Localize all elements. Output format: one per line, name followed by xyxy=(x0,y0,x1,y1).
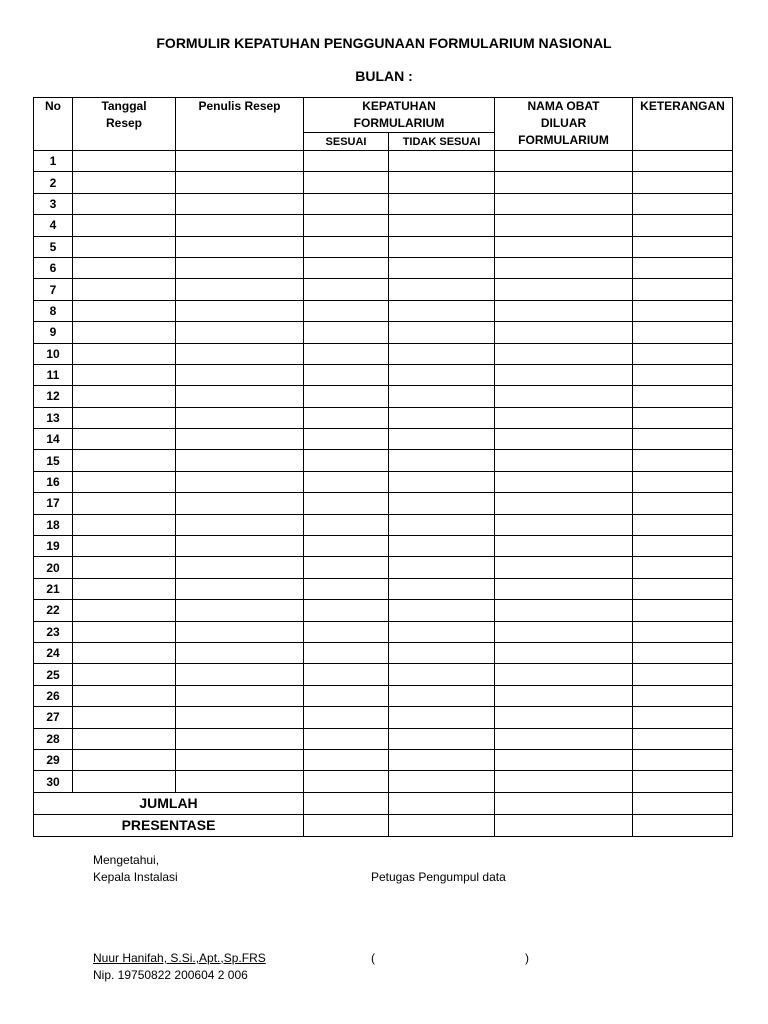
penulis-resep-cell[interactable] xyxy=(176,642,304,663)
tanggal-resep-cell[interactable] xyxy=(73,322,176,343)
presentase-keterangan-cell[interactable] xyxy=(633,814,733,836)
nama-obat-cell[interactable] xyxy=(495,749,633,770)
penulis-resep-cell[interactable] xyxy=(176,685,304,706)
keterangan-cell[interactable] xyxy=(633,193,733,214)
nama-obat-cell[interactable] xyxy=(495,642,633,663)
nama-obat-cell[interactable] xyxy=(495,728,633,749)
nama-obat-cell[interactable] xyxy=(495,193,633,214)
row-number: 10 xyxy=(34,343,73,364)
tidak-sesuai-cell[interactable] xyxy=(389,151,495,172)
tidak-sesuai-cell[interactable] xyxy=(389,664,495,685)
sesuai-cell[interactable] xyxy=(304,343,389,364)
header-no: No xyxy=(34,98,73,151)
tanggal-resep-cell[interactable] xyxy=(73,771,176,792)
row-number: 20 xyxy=(34,557,73,578)
table-row xyxy=(34,343,733,364)
tidak-sesuai-cell[interactable] xyxy=(389,386,495,407)
penulis-resep-cell[interactable] xyxy=(176,749,304,770)
header-tanggal-resep: Tanggal Resep xyxy=(73,98,176,151)
sesuai-cell[interactable] xyxy=(304,749,389,770)
keterangan-cell[interactable] xyxy=(633,215,733,236)
keterangan-cell[interactable] xyxy=(633,685,733,706)
keterangan-cell[interactable] xyxy=(633,322,733,343)
nama-obat-cell[interactable] xyxy=(495,578,633,599)
nama-obat-cell[interactable] xyxy=(495,707,633,728)
sesuai-cell[interactable] xyxy=(304,407,389,428)
sesuai-cell[interactable] xyxy=(304,685,389,706)
table-row xyxy=(34,728,733,749)
row-number: 16 xyxy=(34,471,73,492)
sesuai-cell[interactable] xyxy=(304,514,389,535)
row-number: 24 xyxy=(34,642,73,663)
tanggal-resep-cell[interactable] xyxy=(73,236,176,257)
penulis-resep-cell[interactable] xyxy=(176,279,304,300)
penulis-resep-cell[interactable] xyxy=(176,236,304,257)
row-number: 18 xyxy=(34,514,73,535)
penulis-resep-cell[interactable] xyxy=(176,536,304,557)
row-number: 30 xyxy=(34,771,73,792)
header-sesuai: SESUAI xyxy=(304,133,389,151)
kepala-instalasi-text: Kepala Instalasi xyxy=(93,870,178,884)
nama-obat-cell[interactable] xyxy=(495,685,633,706)
sesuai-cell[interactable] xyxy=(304,236,389,257)
penulis-resep-cell[interactable] xyxy=(176,600,304,621)
row-number: 17 xyxy=(34,493,73,514)
nama-obat-cell[interactable] xyxy=(495,600,633,621)
row-number: 25 xyxy=(34,664,73,685)
tidak-sesuai-cell[interactable] xyxy=(389,471,495,492)
table-row xyxy=(34,749,733,770)
keterangan-cell[interactable] xyxy=(633,343,733,364)
row-number: 22 xyxy=(34,600,73,621)
tidak-sesuai-cell[interactable] xyxy=(389,536,495,557)
tanggal-resep-cell[interactable] xyxy=(73,514,176,535)
signatory-nip: Nip. 19750822 200604 2 006 xyxy=(93,968,248,982)
sesuai-cell[interactable] xyxy=(304,728,389,749)
sesuai-cell[interactable] xyxy=(304,257,389,278)
tanggal-resep-cell[interactable] xyxy=(73,279,176,300)
tidak-sesuai-cell[interactable] xyxy=(389,429,495,450)
signature-paren-open: ( xyxy=(371,951,375,965)
nama-obat-cell[interactable] xyxy=(495,215,633,236)
sesuai-cell[interactable] xyxy=(304,151,389,172)
sesuai-cell[interactable] xyxy=(304,300,389,321)
tidak-sesuai-cell[interactable] xyxy=(389,450,495,471)
tanggal-resep-cell[interactable] xyxy=(73,471,176,492)
header-penulis-resep: Penulis Resep xyxy=(176,98,304,151)
tidak-sesuai-cell[interactable] xyxy=(389,514,495,535)
sesuai-cell[interactable] xyxy=(304,450,389,471)
tanggal-resep-cell[interactable] xyxy=(73,536,176,557)
row-number: 15 xyxy=(34,450,73,471)
table-row xyxy=(34,621,733,642)
keterangan-cell[interactable] xyxy=(633,471,733,492)
header-tidak-sesuai: TIDAK SESUAI xyxy=(389,133,495,151)
signature-paren-close: ) xyxy=(525,951,529,965)
penulis-resep-cell[interactable] xyxy=(176,707,304,728)
tanggal-resep-cell[interactable] xyxy=(73,578,176,599)
penulis-resep-cell[interactable] xyxy=(176,493,304,514)
nama-obat-cell[interactable] xyxy=(495,386,633,407)
keterangan-cell[interactable] xyxy=(633,557,733,578)
penulis-resep-cell[interactable] xyxy=(176,386,304,407)
keterangan-cell[interactable] xyxy=(633,386,733,407)
tidak-sesuai-cell[interactable] xyxy=(389,300,495,321)
keterangan-cell[interactable] xyxy=(633,407,733,428)
table-row xyxy=(34,279,733,300)
table-row xyxy=(34,664,733,685)
tidak-sesuai-cell[interactable] xyxy=(389,642,495,663)
table-row xyxy=(34,236,733,257)
nama-obat-cell[interactable] xyxy=(495,151,633,172)
table-row xyxy=(34,407,733,428)
tidak-sesuai-cell[interactable] xyxy=(389,407,495,428)
nama-obat-cell[interactable] xyxy=(495,364,633,385)
sesuai-cell[interactable] xyxy=(304,193,389,214)
table-row xyxy=(34,429,733,450)
presentase-nama-obat-cell[interactable] xyxy=(495,814,633,836)
keterangan-cell[interactable] xyxy=(633,300,733,321)
sesuai-cell[interactable] xyxy=(304,621,389,642)
tanggal-resep-cell[interactable] xyxy=(73,621,176,642)
table-row xyxy=(34,364,733,385)
petugas-text: Petugas Pengumpul data xyxy=(371,870,506,884)
table-row xyxy=(34,471,733,492)
tanggal-resep-cell[interactable] xyxy=(73,707,176,728)
row-number: 27 xyxy=(34,707,73,728)
penulis-resep-cell[interactable] xyxy=(176,343,304,364)
compliance-table xyxy=(33,97,733,837)
table-row xyxy=(34,322,733,343)
table-row xyxy=(34,600,733,621)
tanggal-resep-cell[interactable] xyxy=(73,642,176,663)
tanggal-resep-cell[interactable] xyxy=(73,300,176,321)
penulis-resep-cell[interactable] xyxy=(176,215,304,236)
keterangan-cell[interactable] xyxy=(633,621,733,642)
form-title: FORMULIR KEPATUHAN PENGGUNAAN FORMULARIUM NASIONAL xyxy=(156,35,612,51)
nama-obat-cell[interactable] xyxy=(495,471,633,492)
penulis-resep-cell[interactable] xyxy=(176,514,304,535)
header-keterangan: KETERANGAN xyxy=(633,98,733,151)
penulis-resep-cell[interactable] xyxy=(176,322,304,343)
presentase-sesuai-cell[interactable] xyxy=(304,814,389,836)
nama-obat-cell[interactable] xyxy=(495,429,633,450)
table-row xyxy=(34,193,733,214)
tidak-sesuai-cell[interactable] xyxy=(389,771,495,792)
tanggal-resep-cell[interactable] xyxy=(73,407,176,428)
nama-obat-cell[interactable] xyxy=(495,300,633,321)
keterangan-cell[interactable] xyxy=(633,236,733,257)
row-number: 11 xyxy=(34,364,73,385)
nama-obat-cell[interactable] xyxy=(495,172,633,193)
nama-obat-cell[interactable] xyxy=(495,536,633,557)
tanggal-resep-cell[interactable] xyxy=(73,364,176,385)
row-number: 29 xyxy=(34,749,73,770)
table-row xyxy=(34,257,733,278)
penulis-resep-cell[interactable] xyxy=(176,471,304,492)
penulis-resep-cell[interactable] xyxy=(176,771,304,792)
tidak-sesuai-cell[interactable] xyxy=(389,621,495,642)
table-row xyxy=(34,386,733,407)
tidak-sesuai-cell[interactable] xyxy=(389,172,495,193)
keterangan-cell[interactable] xyxy=(633,279,733,300)
tidak-sesuai-cell[interactable] xyxy=(389,728,495,749)
row-number: 23 xyxy=(34,621,73,642)
penulis-resep-cell[interactable] xyxy=(176,728,304,749)
penulis-resep-cell[interactable] xyxy=(176,172,304,193)
sesuai-cell[interactable] xyxy=(304,536,389,557)
penulis-resep-cell[interactable] xyxy=(176,151,304,172)
presentase-label: PRESENTASE xyxy=(34,814,304,836)
sesuai-cell[interactable] xyxy=(304,557,389,578)
tanggal-resep-cell[interactable] xyxy=(73,685,176,706)
nama-obat-cell[interactable] xyxy=(495,450,633,471)
nama-obat-cell[interactable] xyxy=(495,236,633,257)
row-number: 19 xyxy=(34,536,73,557)
nama-obat-cell[interactable] xyxy=(495,493,633,514)
penulis-resep-cell[interactable] xyxy=(176,300,304,321)
table-row xyxy=(34,642,733,663)
tidak-sesuai-cell[interactable] xyxy=(389,557,495,578)
tanggal-resep-cell[interactable] xyxy=(73,600,176,621)
keterangan-cell[interactable] xyxy=(633,642,733,663)
mengetahui-text: Mengetahui, xyxy=(93,853,160,867)
tidak-sesuai-cell[interactable] xyxy=(389,364,495,385)
sesuai-cell[interactable] xyxy=(304,386,389,407)
table-row xyxy=(34,215,733,236)
keterangan-cell[interactable] xyxy=(633,493,733,514)
row-number: 7 xyxy=(34,279,73,300)
sesuai-cell[interactable] xyxy=(304,429,389,450)
tidak-sesuai-cell[interactable] xyxy=(389,343,495,364)
nama-obat-cell[interactable] xyxy=(495,322,633,343)
row-number: 3 xyxy=(34,193,73,214)
table-row xyxy=(34,557,733,578)
signatory-name: Nuur Hanifah, S.Si.,Apt.,Sp.FRS xyxy=(93,951,266,965)
month-label: BULAN : xyxy=(355,68,413,84)
nama-obat-cell[interactable] xyxy=(495,557,633,578)
header-nama-obat: NAMA OBAT DILUAR FORMULARIUM xyxy=(495,98,633,151)
row-number: 2 xyxy=(34,172,73,193)
row-number: 28 xyxy=(34,728,73,749)
table-row xyxy=(34,771,733,792)
sesuai-cell[interactable] xyxy=(304,664,389,685)
tidak-sesuai-cell[interactable] xyxy=(389,236,495,257)
row-number: 4 xyxy=(34,215,73,236)
penulis-resep-cell[interactable] xyxy=(176,621,304,642)
header-kepatuhan: KEPATUHAN FORMULARIUM xyxy=(304,98,495,133)
keterangan-cell[interactable] xyxy=(633,514,733,535)
keterangan-cell[interactable] xyxy=(633,578,733,599)
tanggal-resep-cell[interactable] xyxy=(73,343,176,364)
tidak-sesuai-cell[interactable] xyxy=(389,578,495,599)
sesuai-cell[interactable] xyxy=(304,493,389,514)
tidak-sesuai-cell[interactable] xyxy=(389,257,495,278)
tanggal-resep-cell[interactable] xyxy=(73,151,176,172)
tidak-sesuai-cell[interactable] xyxy=(389,685,495,706)
keterangan-cell[interactable] xyxy=(633,429,733,450)
row-number: 13 xyxy=(34,407,73,428)
nama-obat-cell[interactable] xyxy=(495,279,633,300)
penulis-resep-cell[interactable] xyxy=(176,193,304,214)
table-row xyxy=(34,172,733,193)
row-number: 1 xyxy=(34,151,73,172)
penulis-resep-cell[interactable] xyxy=(176,257,304,278)
sesuai-cell[interactable] xyxy=(304,471,389,492)
nama-obat-cell[interactable] xyxy=(495,407,633,428)
sesuai-cell[interactable] xyxy=(304,578,389,599)
keterangan-cell[interactable] xyxy=(633,707,733,728)
sesuai-cell[interactable] xyxy=(304,771,389,792)
nama-obat-cell[interactable] xyxy=(495,343,633,364)
presentase-tidak-sesuai-cell[interactable] xyxy=(389,814,495,836)
tidak-sesuai-cell[interactable] xyxy=(389,215,495,236)
tidak-sesuai-cell[interactable] xyxy=(389,600,495,621)
tanggal-resep-cell[interactable] xyxy=(73,493,176,514)
table-row xyxy=(34,450,733,471)
row-number: 21 xyxy=(34,578,73,599)
table-row xyxy=(34,536,733,557)
tanggal-resep-cell[interactable] xyxy=(73,557,176,578)
keterangan-cell[interactable] xyxy=(633,364,733,385)
table-row xyxy=(34,300,733,321)
jumlah-label: JUMLAH xyxy=(34,792,304,814)
tanggal-resep-cell[interactable] xyxy=(73,386,176,407)
penulis-resep-cell[interactable] xyxy=(176,429,304,450)
nama-obat-cell[interactable] xyxy=(495,514,633,535)
table-row xyxy=(34,578,733,599)
table-row xyxy=(34,514,733,535)
tidak-sesuai-cell[interactable] xyxy=(389,707,495,728)
table-row xyxy=(34,685,733,706)
tanggal-resep-cell[interactable] xyxy=(73,193,176,214)
tidak-sesuai-cell[interactable] xyxy=(389,322,495,343)
table-row xyxy=(34,707,733,728)
sesuai-cell[interactable] xyxy=(304,707,389,728)
penulis-resep-cell[interactable] xyxy=(176,664,304,685)
sesuai-cell[interactable] xyxy=(304,364,389,385)
jumlah-tidak-sesuai-cell[interactable] xyxy=(389,792,495,814)
tanggal-resep-cell[interactable] xyxy=(73,664,176,685)
penulis-resep-cell[interactable] xyxy=(176,557,304,578)
penulis-resep-cell[interactable] xyxy=(176,407,304,428)
jumlah-keterangan-cell[interactable] xyxy=(633,792,733,814)
keterangan-cell[interactable] xyxy=(633,151,733,172)
nama-obat-cell[interactable] xyxy=(495,771,633,792)
sesuai-cell[interactable] xyxy=(304,215,389,236)
row-number: 9 xyxy=(34,322,73,343)
sesuai-cell[interactable] xyxy=(304,642,389,663)
penulis-resep-cell[interactable] xyxy=(176,364,304,385)
tidak-sesuai-cell[interactable] xyxy=(389,749,495,770)
table-row xyxy=(34,493,733,514)
keterangan-cell[interactable] xyxy=(633,771,733,792)
sesuai-cell[interactable] xyxy=(304,322,389,343)
tidak-sesuai-cell[interactable] xyxy=(389,279,495,300)
keterangan-cell[interactable] xyxy=(633,728,733,749)
sesuai-cell[interactable] xyxy=(304,600,389,621)
row-number: 5 xyxy=(34,236,73,257)
jumlah-nama-obat-cell[interactable] xyxy=(495,792,633,814)
keterangan-cell[interactable] xyxy=(633,172,733,193)
sesuai-cell[interactable] xyxy=(304,279,389,300)
penulis-resep-cell[interactable] xyxy=(176,450,304,471)
tanggal-resep-cell[interactable] xyxy=(73,215,176,236)
row-number: 8 xyxy=(34,300,73,321)
keterangan-cell[interactable] xyxy=(633,450,733,471)
tanggal-resep-cell[interactable] xyxy=(73,728,176,749)
nama-obat-cell[interactable] xyxy=(495,621,633,642)
row-number: 6 xyxy=(34,257,73,278)
keterangan-cell[interactable] xyxy=(633,600,733,621)
table-row xyxy=(34,151,733,172)
keterangan-cell[interactable] xyxy=(633,536,733,557)
tanggal-resep-cell[interactable] xyxy=(73,257,176,278)
nama-obat-cell[interactable] xyxy=(495,664,633,685)
row-number: 26 xyxy=(34,685,73,706)
keterangan-cell[interactable] xyxy=(633,664,733,685)
jumlah-sesuai-cell[interactable] xyxy=(304,792,389,814)
nama-obat-cell[interactable] xyxy=(495,257,633,278)
sesuai-cell[interactable] xyxy=(304,172,389,193)
row-number: 14 xyxy=(34,429,73,450)
penulis-resep-cell[interactable] xyxy=(176,578,304,599)
tanggal-resep-cell[interactable] xyxy=(73,429,176,450)
tanggal-resep-cell[interactable] xyxy=(73,749,176,770)
keterangan-cell[interactable] xyxy=(633,257,733,278)
row-number: 12 xyxy=(34,386,73,407)
tanggal-resep-cell[interactable] xyxy=(73,450,176,471)
tidak-sesuai-cell[interactable] xyxy=(389,193,495,214)
keterangan-cell[interactable] xyxy=(633,749,733,770)
tidak-sesuai-cell[interactable] xyxy=(389,493,495,514)
tanggal-resep-cell[interactable] xyxy=(73,172,176,193)
